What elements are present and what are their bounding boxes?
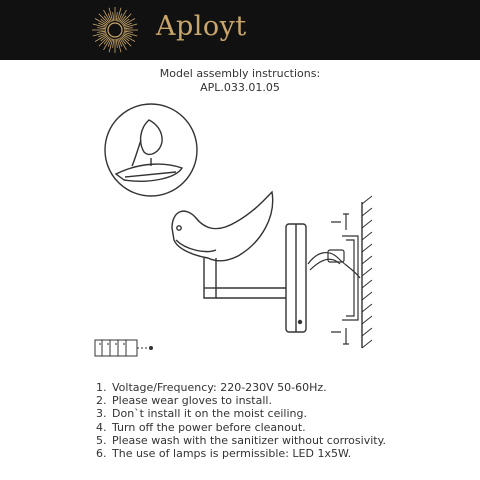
header-banner (0, 0, 480, 60)
instruction-item: 1. Voltage/Frequency: 220-230V 50-60Hz. (96, 381, 327, 394)
assembly-illustration (0, 100, 480, 370)
instruction-item: 4. Turn off the power before cleanout. (96, 420, 306, 434)
model-number: APL.033.01.05 (200, 81, 280, 94)
document-title: Model assembly instructions: (159, 67, 321, 80)
instruction-item: 3. Don`t install it on the moist ceiling. (96, 407, 307, 421)
lamp-detail-icon (105, 104, 197, 196)
wall-lamp-diagram (172, 192, 306, 332)
instruction-item: 5. Please wash with the sanitizer without corrosivity. (96, 433, 387, 447)
terminal-block-diagram (95, 340, 153, 356)
instruction-item: 6. The use of lamps is permissible: LED 1x5W. (96, 447, 352, 461)
screw-icon (331, 214, 349, 344)
wiring-terminal-icon (308, 236, 360, 320)
instruction-item: 2. Please wear gloves to install. (96, 394, 272, 408)
wall-hatch (362, 196, 372, 348)
instructions-list (96, 381, 386, 460)
brand-name: Aployt (156, 11, 247, 42)
sun-burst-icon (91, 6, 139, 54)
